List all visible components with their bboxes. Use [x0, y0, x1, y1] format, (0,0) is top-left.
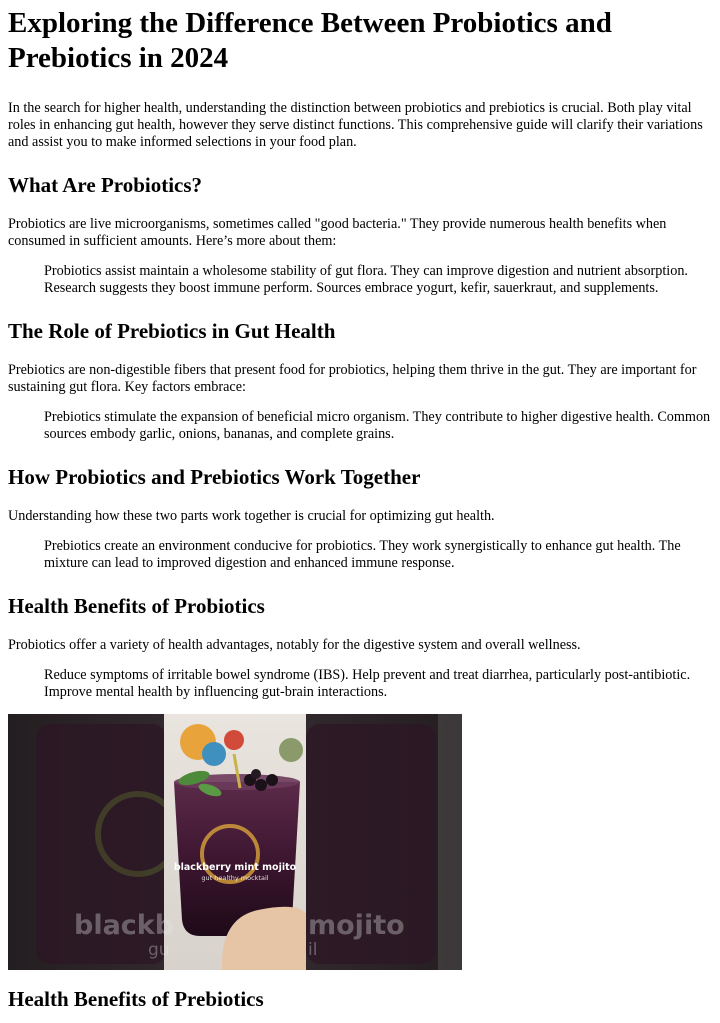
image-bg-sub-right: il	[308, 940, 318, 960]
section-heading-work-together: How Probiotics and Prebiotics Work Together	[8, 465, 421, 489]
mojito-image	[8, 714, 462, 970]
image-caption-title: blackberry mint mojito	[173, 862, 297, 873]
section-quote: Prebiotics create an environment conducive for probiotics. They work synergistically to enhance gut health. The mixture can lead to improved digestion and enhanced immune response.	[44, 538, 681, 571]
section-quote: Reduce symptoms of irritable bowel syndrome (IBS). Help prevent and treat diarrhea, particularly post-antibiotic. Improve mental health by influencing gut-brain interactions.	[44, 667, 691, 700]
page-title: Exploring the Difference Between Probiotics and Prebiotics in 2024	[8, 7, 612, 74]
image-bg-text-right: mojito	[308, 910, 405, 941]
section-quote: Probiotics assist maintain a wholesome stability of gut flora. They can improve digestion and nutrient absorption. Research suggests they boost immune perform. Sources embrace yogurt, kefir, sauerkraut, and supplements.	[44, 263, 688, 296]
section-paragraph: Prebiotics are non-digestible fibers that present food for probiotics, helping them thrive in the gut. They are important for sustaining gut flora. Key factors embrace:	[8, 362, 697, 395]
image-bg-sub-left: gu	[148, 940, 170, 960]
image-caption-sub: gut healthy mocktail	[201, 874, 269, 882]
image-bg-text-left: blackb	[74, 910, 175, 941]
intro-paragraph: In the search for higher health, understanding the distinction between probiotics and prebiotics is crucial. Both play vital roles in enhancing gut health, however they serve distinct functions. This comprehensive guide will clarify their variations and assist you to make informed selections in your food plan.	[8, 100, 703, 150]
section-heading-probiotics: What Are Probiotics?	[8, 173, 203, 197]
section-paragraph: Understanding how these two parts work together is crucial for optimizing gut health.	[8, 508, 495, 524]
section-heading-prebiotics-role: The Role of Prebiotics in Gut Health	[8, 319, 336, 343]
section-quote: Prebiotics stimulate the expansion of beneficial micro organism. They contribute to higher digestive health. Common sources embody garlic, onions, bananas, and complete grains.	[44, 409, 711, 442]
section-heading-prebiotics-benefits: Health Benefits of Prebiotics	[8, 987, 264, 1011]
section-paragraph: Probiotics offer a variety of health advantages, notably for the digestive system and overall wellness.	[8, 637, 581, 653]
section-heading-probiotics-benefits: Health Benefits of Probiotics	[8, 594, 265, 618]
article	[0, 6, 720, 1011]
section-paragraph: Probiotics are live microorganisms, sometimes called "good bacteria." They provide numerous health benefits when consumed in sufficient amounts. Here’s more about them:	[8, 216, 667, 249]
